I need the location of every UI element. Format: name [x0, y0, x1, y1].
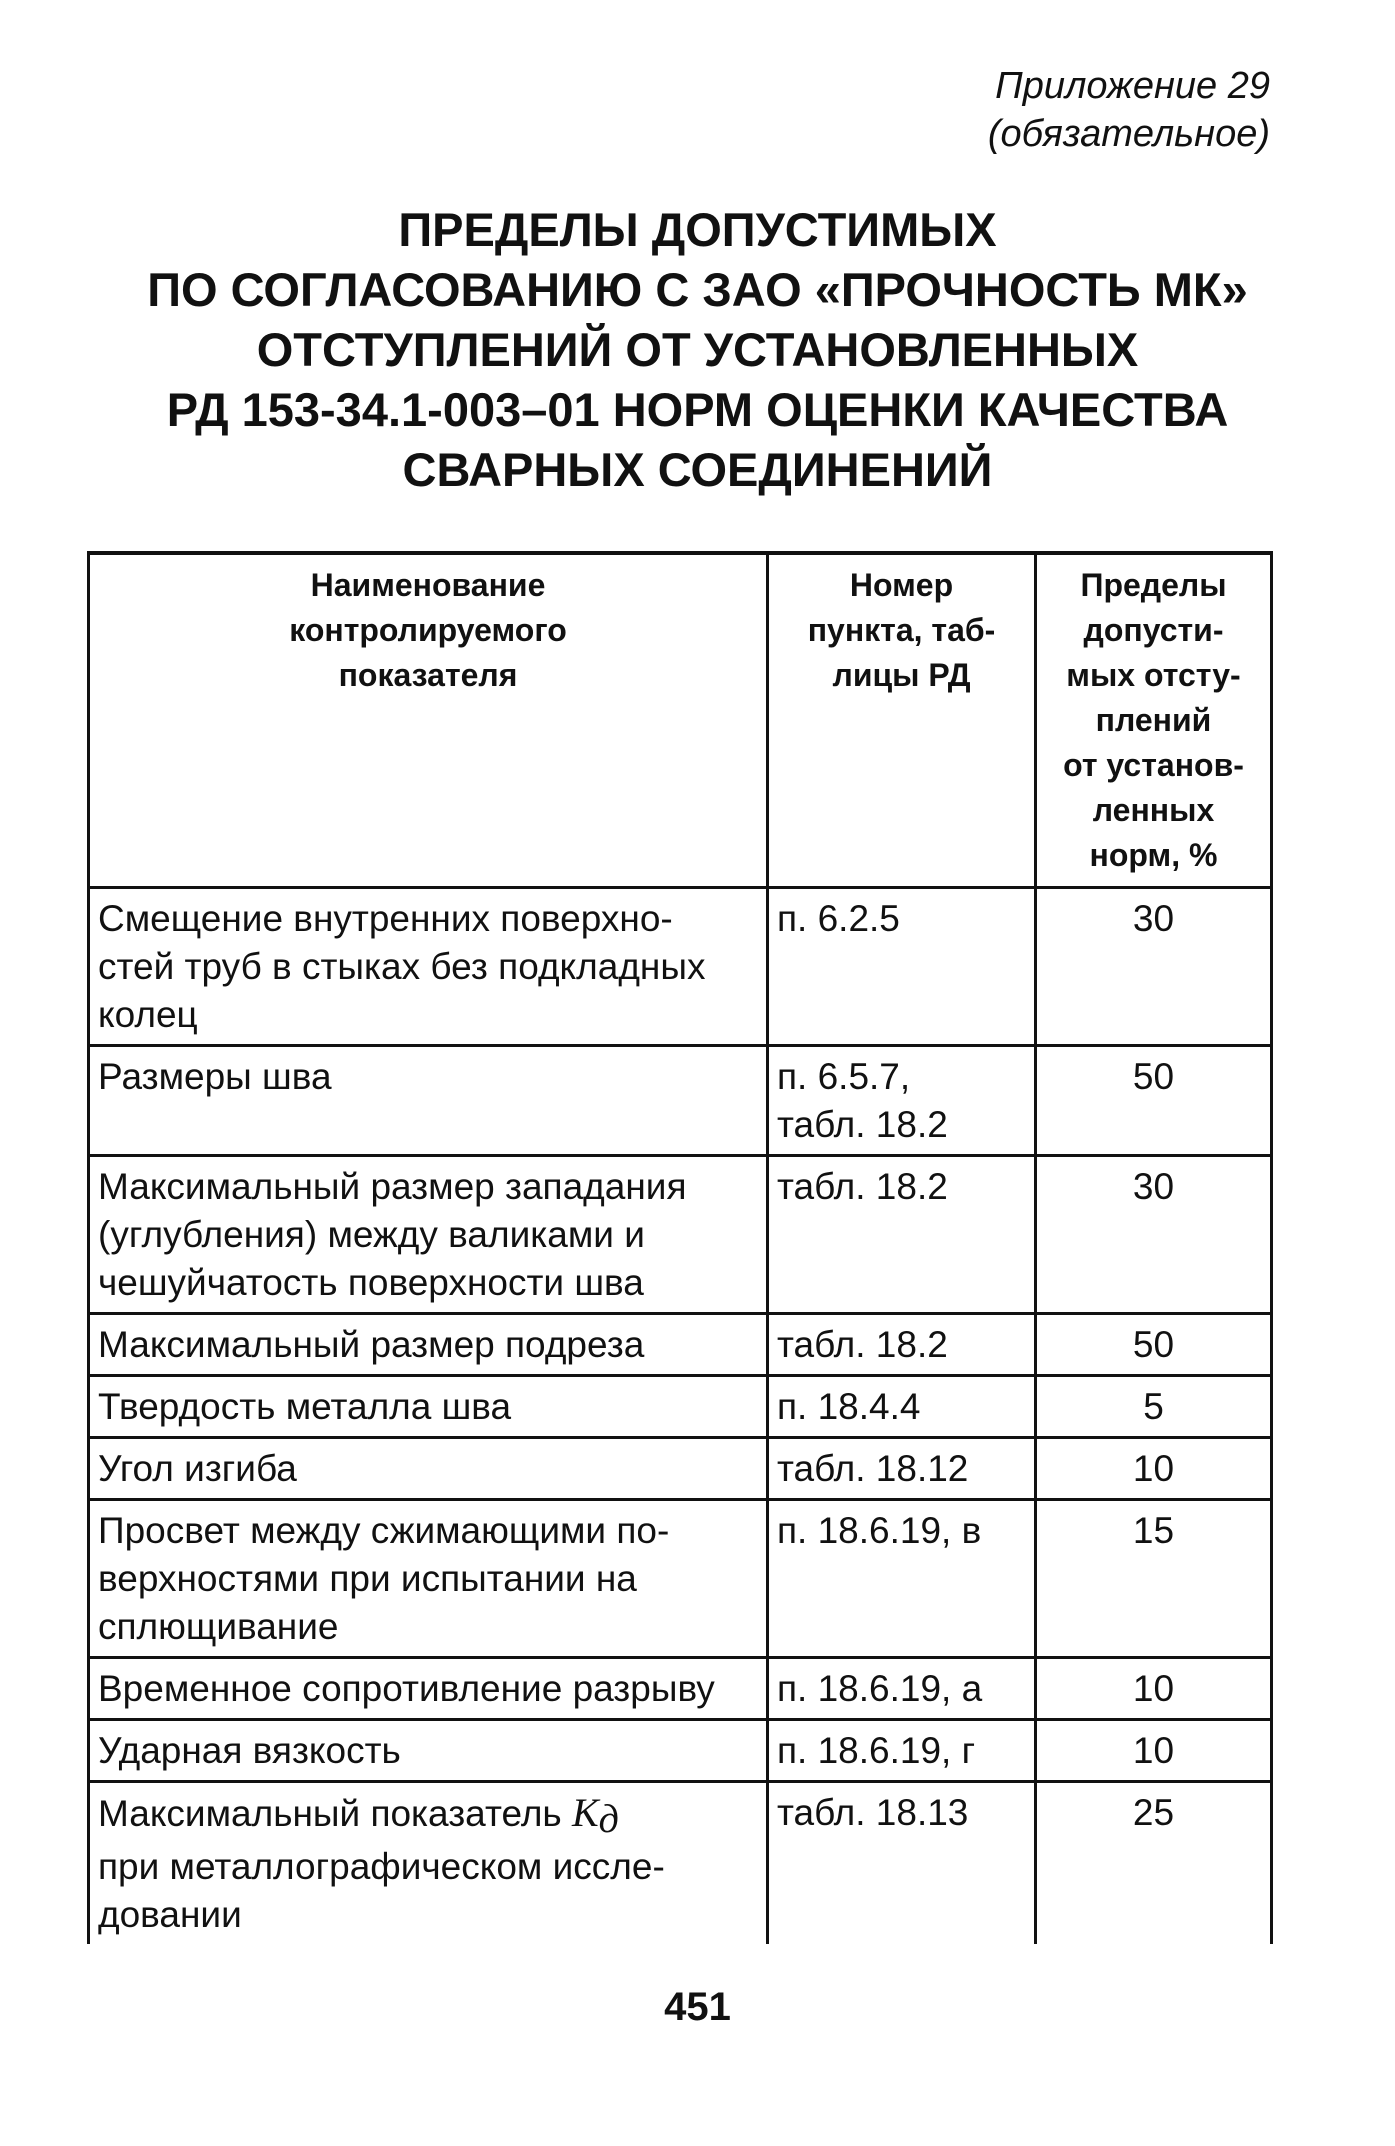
title-line: ОТСТУПЛЕНИЙ ОТ УСТАНОВЛЕННЫХ — [256, 323, 1139, 376]
coefficient-symbol: K — [571, 1790, 599, 1835]
text-line: Смещение внутренних поверхно- — [98, 898, 673, 939]
text-line: сплющивание — [98, 1606, 339, 1647]
cell-reference — [768, 1658, 1036, 1720]
text-line: ленных — [1092, 792, 1215, 828]
cell-deviation-limit: 5 — [1036, 1376, 1272, 1438]
deviation-limits-table — [87, 551, 1273, 1944]
coefficient-subscript: д — [598, 1796, 619, 1841]
text-line: Временное сопротивление разрыву — [98, 1668, 715, 1709]
cell-indicator-name — [89, 1156, 768, 1314]
title-line: ПО СОГЛАСОВАНИЮ С ЗАО «ПРОЧНОСТЬ МК» — [147, 263, 1248, 316]
text-line: стей труб в стыках без подкладных — [98, 946, 706, 987]
text-line: довании — [98, 1894, 242, 1935]
cell-reference — [768, 1720, 1036, 1782]
table-row — [89, 1500, 1272, 1658]
text-line: верхностями при испытании на — [98, 1558, 637, 1599]
table-row — [89, 1720, 1272, 1782]
text-line: Размеры шва — [98, 1056, 332, 1097]
cell-deviation-limit: 30 — [1036, 888, 1272, 1046]
table-row — [89, 1782, 1272, 1945]
cell-indicator-name — [89, 1314, 768, 1376]
text-line: табл. 18.2 — [777, 1104, 948, 1145]
cell-reference — [768, 1156, 1036, 1314]
text-line: Пределы — [1080, 567, 1227, 603]
title-line: РД 153-34.1-003–01 НОРМ ОЦЕНКИ КАЧЕСТВА — [166, 383, 1229, 436]
text-line: Угол изгиба — [98, 1448, 297, 1489]
cell-deviation-limit: 10 — [1036, 1438, 1272, 1500]
cell-indicator-name — [89, 888, 768, 1046]
cell-reference — [768, 1376, 1036, 1438]
text-line: Максимальный размер западания — [98, 1166, 687, 1207]
text-line: табл. 18.2 — [777, 1324, 948, 1365]
cell-deviation-limit: 30 — [1036, 1156, 1272, 1314]
cell-deviation-limit: 25 — [1036, 1782, 1272, 1945]
text-line: допусти- — [1083, 612, 1224, 648]
document-title — [0, 200, 1395, 500]
cell-reference — [768, 1500, 1036, 1658]
text-line: чешуйчатость поверхности шва — [98, 1262, 644, 1303]
text-line: показателя — [338, 657, 518, 693]
table-header-row — [89, 553, 1272, 888]
cell-reference — [768, 888, 1036, 1046]
text-line: от установ- — [1063, 747, 1244, 783]
text-line: табл. 18.2 — [777, 1166, 948, 1207]
cell-deviation-limit: 50 — [1036, 1314, 1272, 1376]
text-line: лицы РД — [832, 657, 971, 693]
text-line: Наименование — [310, 567, 546, 603]
text-line: колец — [98, 994, 198, 1035]
cell-indicator-name — [89, 1782, 768, 1945]
text-line: табл. 18.12 — [777, 1448, 969, 1489]
cell-indicator-name — [89, 1500, 768, 1658]
title-line: СВАРНЫХ СОЕДИНЕНИЙ — [402, 443, 993, 496]
text-line: пункта, таб- — [807, 612, 996, 648]
text-line: п. 18.4.4 — [777, 1386, 921, 1427]
table-row — [89, 1314, 1272, 1376]
text-line: п. 6.2.5 — [777, 898, 900, 939]
text-line: норм, % — [1089, 837, 1218, 873]
text-line: контролируемого — [289, 612, 567, 648]
cell-reference — [768, 1438, 1036, 1500]
cell-reference — [768, 1314, 1036, 1376]
cell-deviation-limit: 50 — [1036, 1046, 1272, 1156]
cell-reference: табл. 18.13 — [768, 1782, 1036, 1945]
text-line: п. 18.6.19, а — [777, 1668, 983, 1709]
header-indicator-name — [89, 553, 768, 888]
text-line: Просвет между сжимающими по- — [98, 1510, 670, 1551]
text-line: п. 6.5.7, — [777, 1056, 911, 1097]
cell-indicator-name — [89, 1046, 768, 1156]
indicator-name-prefix: Максимальный показатель — [98, 1793, 572, 1834]
table-row — [89, 1658, 1272, 1720]
text-line: Ударная вязкость — [98, 1730, 401, 1771]
cell-indicator-name — [89, 1438, 768, 1500]
text-line: п. 18.6.19, г — [777, 1730, 976, 1771]
text-line: Номер — [849, 567, 954, 603]
text-line: п. 18.6.19, в — [777, 1510, 982, 1551]
cell-deviation-limit: 10 — [1036, 1658, 1272, 1720]
cell-deviation-limit: 15 — [1036, 1500, 1272, 1658]
table-row — [89, 1046, 1272, 1156]
cell-indicator-name — [89, 1720, 768, 1782]
header-deviation-limit — [1036, 553, 1272, 888]
appendix-label — [988, 62, 1270, 158]
text-line: (углубления) между валиками и — [98, 1214, 645, 1255]
appendix-number: Приложение 29 — [995, 65, 1270, 107]
text-line: Твердость металла шва — [98, 1386, 512, 1427]
indicator-name-continuation — [98, 1843, 758, 1939]
cell-reference — [768, 1046, 1036, 1156]
table-row — [89, 1376, 1272, 1438]
table-row — [89, 1438, 1272, 1500]
text-line: плений — [1095, 702, 1212, 738]
appendix-status: (обязательное) — [987, 113, 1270, 155]
cell-indicator-name — [89, 1376, 768, 1438]
page-number: 451 — [664, 1985, 731, 2029]
text-line: мых отсту- — [1066, 657, 1241, 693]
text-line: при металлографическом иссле- — [98, 1846, 665, 1887]
title-line: ПРЕДЕЛЫ ДОПУСТИМЫХ — [398, 203, 997, 256]
text-line: Максимальный размер подреза — [98, 1324, 645, 1365]
table-row — [89, 1156, 1272, 1314]
header-reference — [768, 553, 1036, 888]
cell-indicator-name — [89, 1658, 768, 1720]
cell-deviation-limit: 10 — [1036, 1720, 1272, 1782]
table-row — [89, 888, 1272, 1046]
